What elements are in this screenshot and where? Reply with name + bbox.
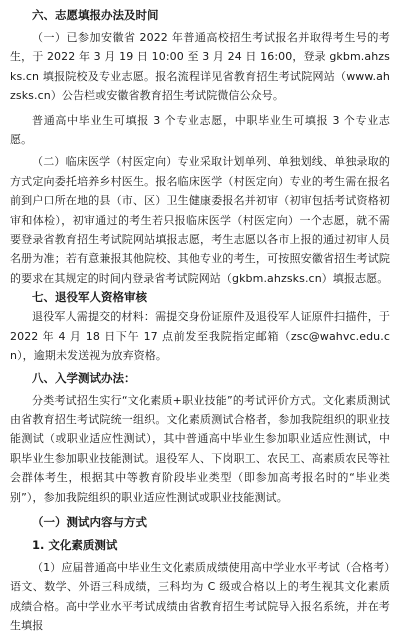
section-heading-seven: 七、退役军人资格审核 [32,290,147,305]
subheading-culture-test: 1. 文化素质测试 [32,537,118,552]
section-heading-six: 六、志愿填报办法及时间 [32,8,159,22]
paragraph-eight-1: 分类考试招生实行“文化素质+职业技能”的考试评价方式。文化素质测试由省教育招生考试院统一组织。文化素质测试合格者，参加我院组织的职业技能测试（或职业适应性测试），其中普通高中毕业生参加职业适应性测试，中职毕业生参加职业技能测试。退役军人、下岗职工、农民工、高素质农民等社会群体考生，根据其中等教育阶段毕业类型（即参加高考报名时的“毕业类别”），参加我院组织的职业适应性测试或职业技能测试。 [10,393,390,504]
paragraph-six-3: （二）临床医学（村医定向）专业采取计划单列、单独划线、单独录取的方式定向委托培养乡村医生。报名临床医学（村医定向）专业的考生需在报名前到户口所在地的县（市、区）卫生健康委报名并初审（初审包括考试资格初审和体检），初审通过的考生若只报临床医学（村医定向）一个志愿，就不需要登录省教育招生考试院网站填报志愿，考生志愿以各市上报的通过初审人员名册为准；若有意兼报其他院校、其他专业的考生，可按照安徽省招生考试院的要求在其规定的时间内登录省考试院网站（gkbm.ahzsks.cn）填报志愿。 [10,155,390,285]
paragraph-eight-2: （1）应届普通高中毕业生文化素质成绩使用高中学业水平考试（合格考）语文、数学、外语三科成绩，三科均为 C 级或合格以上的考生视其文化素质成绩合格。高中学业水平考试成绩由省教育招生考试院导入报名系统，并在考生填报 [10,560,390,633]
paragraph-seven-1: 退役军人需提交的材料：需提交身份证原件及退役军人证原件扫描件，于 2022 年 4 月 18 日下午 17 点前发至我院指定邮箱（zsc@wahvc.edu.cn），逾期未发送视为放弃资格。 [10,310,390,363]
paragraph-six-2: 普通高中毕业生可填报 3 个专业志愿，中职毕业生可填报 3 个专业志愿。 [10,113,390,147]
paragraph-six-1: （一）已参加安徽省 2022 年普通高校招生考试报名并取得考生号的考生，于 2022 年 3 月 19 日 10:00 至 3 月 24 日 16:00，登录 gkbm.ahzsks.cn 填报院校及专业志愿。报名流程详见省教育招生考试院网站（www.ahzsks.cn）公告栏或安徽省教育招生考试院微信公众号。 [10,31,390,103]
section-heading-eight: 八、入学测试办法： [32,370,136,385]
subheading-test-content: （一）测试内容与方式 [32,514,147,529]
